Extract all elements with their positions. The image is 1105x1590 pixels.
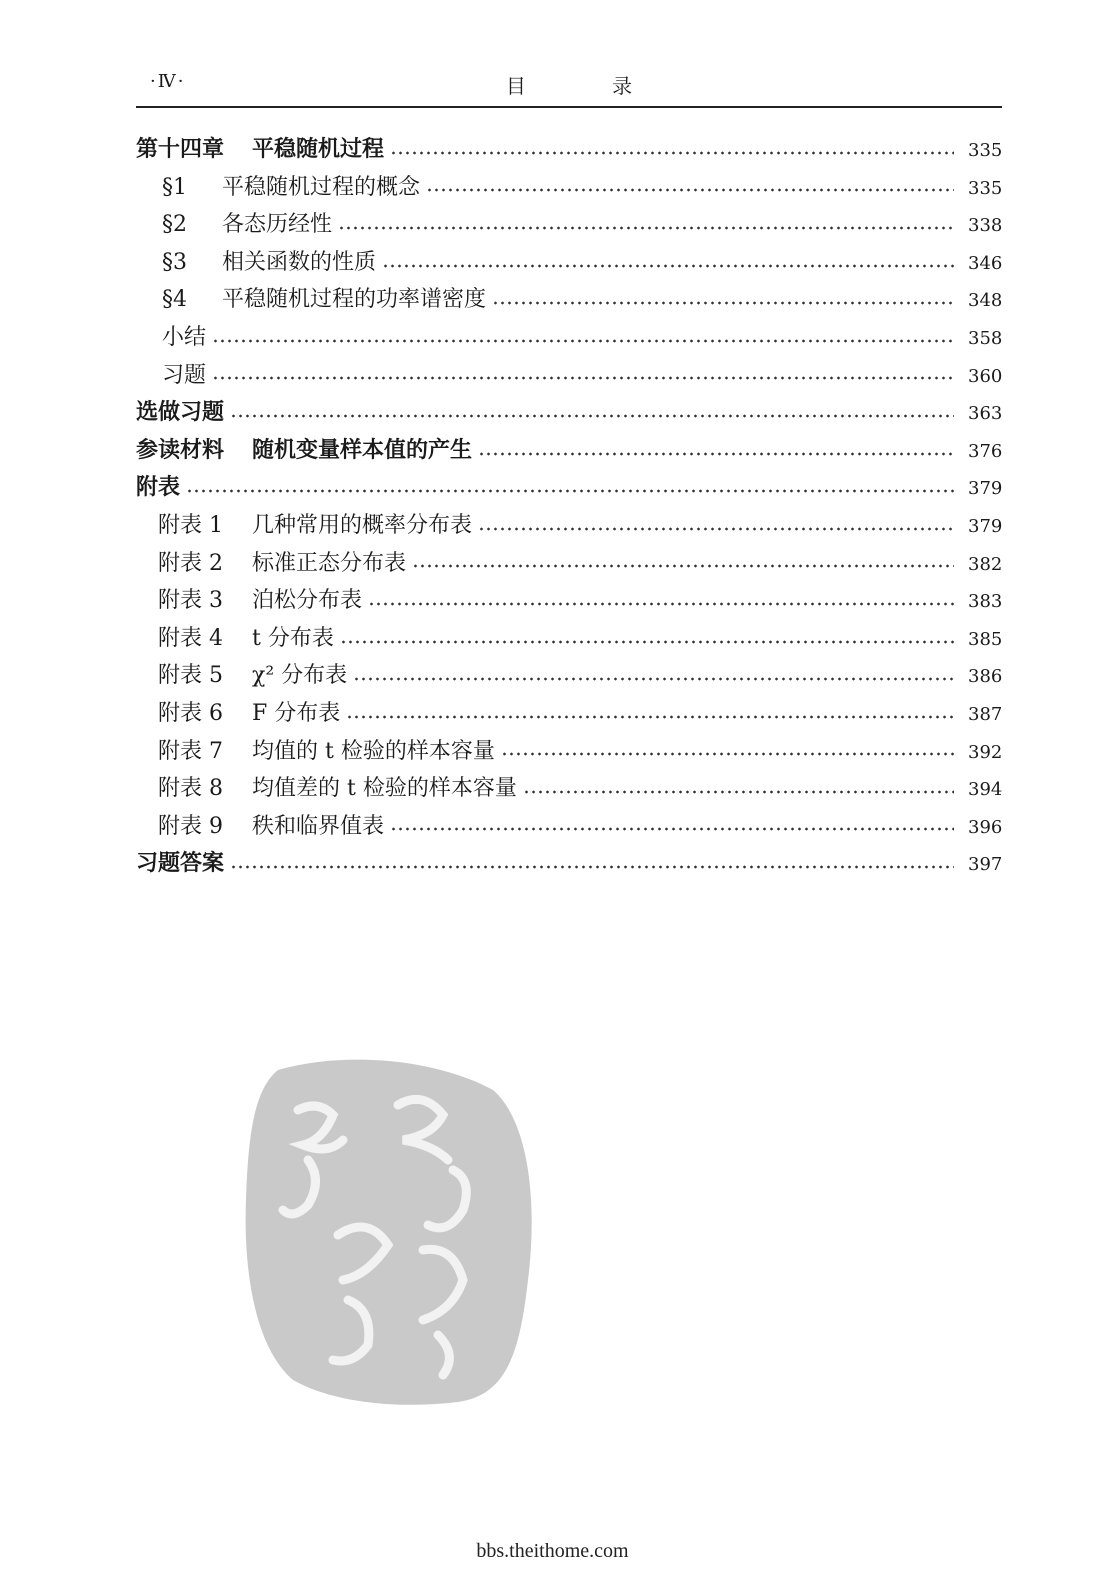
toc-entry-title: 小结 xyxy=(162,324,207,350)
toc-entry-page: 338 xyxy=(968,215,1003,237)
toc-entry-label: 附表 7 xyxy=(158,738,223,764)
dot-leader xyxy=(212,337,954,345)
dot-leader xyxy=(340,638,954,646)
dot-leader xyxy=(338,224,954,232)
toc-entry xyxy=(136,395,1002,433)
toc-entry-label: 附表 2 xyxy=(158,550,223,576)
toc-entry-page: 394 xyxy=(968,779,1003,801)
dot-leader xyxy=(346,713,954,721)
dot-leader xyxy=(492,299,954,307)
toc-entry-page: 348 xyxy=(968,290,1003,312)
toc-entry xyxy=(136,358,1002,396)
toc-entry-title: 均值差的 t 检验的样本容量 xyxy=(252,776,517,802)
toc-entry-label: 附表 5 xyxy=(158,663,223,689)
dot-leader xyxy=(230,412,954,420)
toc-entry-title: 泊松分布表 xyxy=(252,588,363,614)
toc-entry-page: 379 xyxy=(968,515,1003,537)
dot-leader xyxy=(523,788,954,796)
toc-entry-label: 附表 8 xyxy=(158,776,223,802)
toc-entry-title: 平稳随机过程的功率谱密度 xyxy=(222,287,487,313)
page-number: ·Ⅳ· xyxy=(150,71,186,92)
toc-entry-label: §4 xyxy=(162,287,187,313)
toc-entry-title: t 分布表 xyxy=(252,625,334,651)
toc-entry xyxy=(136,734,1002,772)
toc-entry-label: §1 xyxy=(162,174,187,200)
table-of-contents xyxy=(136,132,1002,884)
running-title: 目 录 xyxy=(505,74,673,98)
toc-entry-page: 385 xyxy=(968,628,1003,650)
toc-entry xyxy=(136,433,1002,471)
toc-entry xyxy=(136,207,1002,245)
toc-entry xyxy=(136,621,1002,659)
toc-entry-label: 第十四章 xyxy=(136,136,225,162)
toc-entry-page: 358 xyxy=(968,327,1003,349)
seal-stamp-watermark xyxy=(238,1050,538,1410)
dot-leader xyxy=(390,825,954,833)
toc-entry xyxy=(136,320,1002,358)
toc-entry xyxy=(136,170,1002,208)
toc-entry-title: 习题答案 xyxy=(136,850,225,877)
toc-entry xyxy=(136,546,1002,584)
dot-leader xyxy=(353,675,954,683)
toc-entry-label: 附表 9 xyxy=(158,813,223,839)
toc-entry xyxy=(136,132,1002,170)
footer-site-text: bbs.theithome.com xyxy=(476,1540,629,1562)
toc-entry-title: 各态历经性 xyxy=(222,212,333,238)
running-header xyxy=(136,66,1002,108)
toc-entry-page: 397 xyxy=(968,854,1003,876)
toc-entry-title: 平稳随机过程 xyxy=(252,136,385,162)
toc-entry xyxy=(136,583,1002,621)
toc-entry xyxy=(136,846,1002,884)
toc-entry-label: §3 xyxy=(162,249,187,275)
toc-entry-title: 相关函数的性质 xyxy=(222,249,377,275)
toc-entry-page: 386 xyxy=(968,666,1003,688)
toc-entry xyxy=(136,658,1002,696)
dot-leader xyxy=(426,186,954,194)
toc-entry-title: χ² 分布表 xyxy=(252,663,348,689)
toc-entry-title: 标准正态分布表 xyxy=(252,550,407,576)
toc-entry-label: 参读材料 xyxy=(136,436,225,463)
toc-entry-title: 随机变量样本值的产生 xyxy=(252,436,473,463)
toc-entry-title: 几种常用的概率分布表 xyxy=(252,512,473,538)
toc-entry-title: 秩和临界值表 xyxy=(252,813,385,839)
toc-entry-label: §2 xyxy=(162,212,187,238)
dot-leader xyxy=(390,149,954,157)
toc-entry-page: 383 xyxy=(968,591,1003,613)
dot-leader xyxy=(212,374,954,382)
toc-entry-page: 379 xyxy=(968,478,1003,500)
toc-entry xyxy=(136,470,1002,508)
toc-entry-label: 附表 6 xyxy=(158,700,223,726)
toc-entry-title: 选做习题 xyxy=(136,399,225,426)
toc-entry-title: 习题 xyxy=(162,362,207,388)
toc-entry-page: 346 xyxy=(968,252,1003,274)
dot-leader xyxy=(412,562,954,570)
toc-entry-title: F 分布表 xyxy=(252,700,341,726)
toc-entry-page: 387 xyxy=(968,703,1003,725)
toc-entry xyxy=(136,245,1002,283)
toc-entry-page: 392 xyxy=(968,741,1003,763)
toc-entry-label: 附表 3 xyxy=(158,588,223,614)
toc-entry-title: 均值的 t 检验的样本容量 xyxy=(252,738,495,764)
dot-leader xyxy=(478,525,954,533)
toc-entry-page: 376 xyxy=(968,440,1003,462)
toc-entry-title: 平稳随机过程的概念 xyxy=(222,174,421,200)
toc-entry-title: 附表 xyxy=(136,474,181,501)
toc-entry xyxy=(136,508,1002,546)
toc-entry-page: 396 xyxy=(968,816,1003,838)
toc-entry-page: 335 xyxy=(968,140,1003,161)
toc-entry-page: 363 xyxy=(968,403,1003,425)
toc-entry-label: 附表 4 xyxy=(158,625,223,651)
toc-entry-label: 附表 1 xyxy=(158,512,223,538)
dot-leader xyxy=(382,262,954,270)
toc-entry-page: 360 xyxy=(968,365,1003,387)
toc-entry-page: 382 xyxy=(968,553,1003,575)
toc-entry xyxy=(136,696,1002,734)
dot-leader xyxy=(501,750,954,758)
toc-entry xyxy=(136,771,1002,809)
toc-entry xyxy=(136,282,1002,320)
dot-leader xyxy=(368,600,954,608)
dot-leader xyxy=(230,863,954,871)
dot-leader xyxy=(186,487,954,495)
dot-leader xyxy=(478,450,954,458)
toc-entry-page: 335 xyxy=(968,177,1003,199)
toc-entry xyxy=(136,809,1002,847)
